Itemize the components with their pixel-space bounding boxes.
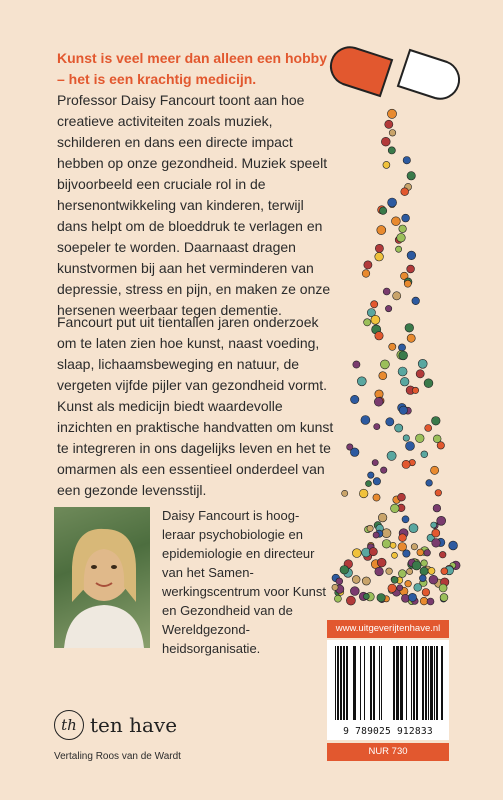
bead-15 <box>402 214 410 222</box>
author-bio: Daisy Fancourt is hoog-leraar psychobiologie en epidemiologie en directeur van het Samen-werkingscentrum voor Kunst en Gezondheid van de Wereldgezond-heidsorganisatie. <box>162 508 327 656</box>
bead-24 <box>364 261 372 269</box>
bead-116 <box>382 540 391 549</box>
bead-39 <box>405 324 414 333</box>
bead-167 <box>352 576 360 584</box>
publisher-logo-mark: th <box>54 710 84 740</box>
barcode-bar-2 <box>340 646 342 720</box>
bead-174 <box>350 587 359 596</box>
bead-63 <box>399 406 407 414</box>
author-photo <box>54 507 150 648</box>
bead-107 <box>382 529 391 538</box>
bead-98 <box>437 516 446 525</box>
description-paragraph-1: Professor Daisy Fancourt toont aan hoe creatieve activiteiten zoals muziek, schilderen en dans een directe impact hebben op onze gezondheid. Muziek speelt bijvoorbeeld een cruciale rol in de hersenontwikkeling van kinderen, terwijl dans helpt om de bloeddruk te verlagen en soepeler te worden. Daarnaast dragen kunstvormen bij aan het verminderen van depressie, stress en pijn, en maken ze onze hersenen weerbaar tegen dementie. <box>57 92 331 318</box>
capsule-icon <box>331 47 459 98</box>
bead-54 <box>357 377 366 386</box>
bead-162 <box>336 578 343 585</box>
barcode-bar-6 <box>360 646 361 720</box>
bead-166 <box>362 577 370 585</box>
bead-60 <box>351 395 359 403</box>
bead-122 <box>411 544 417 550</box>
bead-77 <box>421 451 428 458</box>
bead-9 <box>401 188 409 196</box>
bead-123 <box>439 551 446 558</box>
bead-64 <box>432 417 441 426</box>
bead-191 <box>440 594 448 602</box>
bead-128 <box>417 549 424 556</box>
barcode-bar-12 <box>393 646 395 720</box>
bead-146 <box>386 568 393 575</box>
bead-17 <box>377 226 386 235</box>
bead-91 <box>373 494 380 501</box>
bead-33 <box>371 301 378 308</box>
bead-68 <box>374 424 380 430</box>
barcode-bar-21 <box>428 646 429 720</box>
bead-stream <box>332 109 460 605</box>
publisher-name: ten have <box>90 713 178 737</box>
barcode-bar-0 <box>335 646 336 720</box>
bead-118 <box>390 542 396 548</box>
nur-code: NUR 730 <box>327 743 449 761</box>
barcode-bar-24 <box>436 646 438 720</box>
barcode-bar-20 <box>425 646 427 720</box>
bead-7 <box>407 172 415 180</box>
bead-69 <box>425 425 432 432</box>
bead-49 <box>416 370 424 378</box>
publisher-website: www.uitgeverijtenhave.nl <box>327 620 449 638</box>
bead-101 <box>431 522 437 528</box>
barcode-bar-8 <box>370 646 372 720</box>
barcode-bar-7 <box>364 646 365 720</box>
bead-73 <box>406 442 415 451</box>
barcode-bar-3 <box>343 646 345 720</box>
bead-82 <box>368 472 374 478</box>
bead-13 <box>379 207 386 214</box>
bead-45 <box>399 351 408 360</box>
bead-132 <box>392 552 398 558</box>
bead-156 <box>405 580 412 587</box>
bead-59 <box>374 397 383 406</box>
bead-57 <box>412 387 418 393</box>
bead-72 <box>403 435 409 441</box>
bead-168 <box>391 577 398 584</box>
bead-180 <box>397 585 403 591</box>
bead-97 <box>378 513 387 522</box>
bead-181 <box>388 584 396 592</box>
bead-51 <box>398 367 407 376</box>
bead-19 <box>397 233 406 242</box>
bead-26 <box>362 270 370 278</box>
bead-5 <box>403 157 410 164</box>
bead-153 <box>441 568 448 575</box>
barcode-bar-5 <box>353 646 356 720</box>
bead-121 <box>432 539 441 548</box>
bead-145 <box>407 568 413 574</box>
bead-90 <box>359 489 368 498</box>
bead-11 <box>388 198 397 207</box>
barcode-bar-18 <box>416 646 418 720</box>
bead-196 <box>427 598 434 605</box>
barcode-bar-23 <box>434 646 435 720</box>
bead-89 <box>435 490 442 497</box>
bead-37 <box>364 319 371 326</box>
bead-52 <box>400 377 409 386</box>
bead-131 <box>369 548 377 556</box>
bead-83 <box>431 466 439 474</box>
bead-22 <box>375 252 384 261</box>
publisher-logo <box>54 707 177 743</box>
bead-99 <box>402 516 409 523</box>
barcode-bar-13 <box>396 646 399 720</box>
bead-87 <box>373 478 380 485</box>
bead-154 <box>340 566 349 575</box>
bead-67 <box>395 424 403 432</box>
barcode-bars <box>327 640 449 726</box>
bead-198 <box>408 593 416 601</box>
bead-78 <box>350 448 359 457</box>
bead-85 <box>426 480 433 487</box>
bead-94 <box>433 504 441 512</box>
bead-111 <box>399 534 407 542</box>
bead-48 <box>418 359 427 368</box>
bead-105 <box>409 524 418 533</box>
bead-31 <box>393 292 401 300</box>
bead-46 <box>380 360 389 369</box>
bead-173 <box>414 584 422 592</box>
bead-141 <box>421 560 428 567</box>
bead-93 <box>398 493 406 501</box>
bead-88 <box>342 490 348 496</box>
bead-40 <box>407 334 415 342</box>
barcode-bar-4 <box>346 646 348 720</box>
bead-16 <box>399 225 407 233</box>
barcode-bar-9 <box>373 646 375 720</box>
bead-129 <box>403 550 410 557</box>
bead-143 <box>412 561 421 570</box>
bead-14 <box>392 217 401 226</box>
bead-30 <box>383 288 390 295</box>
bead-76 <box>387 451 396 460</box>
bead-71 <box>416 434 425 443</box>
bead-113 <box>373 532 379 538</box>
bead-34 <box>385 305 391 311</box>
barcode-bar-10 <box>379 646 380 720</box>
bead-20 <box>375 244 383 252</box>
bead-47 <box>353 361 360 368</box>
barcode-bar-11 <box>381 646 382 720</box>
bead-183 <box>420 597 428 605</box>
bead-53 <box>424 379 433 388</box>
bead-112 <box>432 529 440 537</box>
isbn-digits: 9 789025 912833 <box>343 726 433 737</box>
barcode-bar-15 <box>406 646 407 720</box>
bead-84 <box>381 467 387 473</box>
barcode-bar-19 <box>422 646 424 720</box>
bead-127 <box>352 549 361 558</box>
bead-197 <box>346 596 355 605</box>
bead-86 <box>366 481 372 487</box>
barcode-bar-14 <box>400 646 403 720</box>
bead-32 <box>412 297 420 305</box>
description-paragraph-2: Fancourt put uit tientallen jaren onderzoek om te laten zien hoe kunst, naast voeding, slaap, lichaamsbeweging en natuur, de vergeten vijfde pijler van gezondheid vormt. Kunst als medicijn biedt waardevolle inzichten en praktische handvatten om kunst te integreren in ons dagelijks leven en het te omarmen als een essentieel onderdeel van een gezonde levensstijl. <box>57 314 334 498</box>
bead-43 <box>398 344 405 351</box>
bead-29 <box>404 280 411 287</box>
bead-1 <box>385 120 393 128</box>
bead-2 <box>389 130 396 137</box>
bead-4 <box>388 147 395 154</box>
bead-6 <box>383 161 390 168</box>
bead-169 <box>439 584 447 592</box>
bead-114 <box>449 541 458 550</box>
bead-150 <box>375 567 384 576</box>
bead-21 <box>396 246 402 252</box>
bead-155 <box>420 567 428 575</box>
bead-0 <box>387 109 396 118</box>
bead-3 <box>381 137 390 146</box>
barcode-bar-25 <box>441 646 443 720</box>
bead-75 <box>437 442 444 449</box>
bead-149 <box>428 567 435 574</box>
bead-96 <box>391 504 400 513</box>
bead-195 <box>334 595 341 602</box>
bead-41 <box>375 332 383 340</box>
bead-23 <box>407 251 416 260</box>
barcode-bar-17 <box>413 646 415 720</box>
bead-192 <box>377 594 385 602</box>
bead-36 <box>371 315 380 324</box>
bead-50 <box>379 372 387 380</box>
barcode-bar-1 <box>337 646 339 720</box>
bead-81 <box>372 460 378 466</box>
bead-106 <box>367 525 373 531</box>
bead-65 <box>361 416 370 425</box>
barcode-bar-22 <box>430 646 433 720</box>
translator-credit: Vertaling Roos van de Wardt <box>54 751 181 762</box>
bead-126 <box>424 550 431 557</box>
bead-42 <box>389 343 396 350</box>
bead-25 <box>407 265 415 273</box>
bead-165 <box>419 575 426 582</box>
lead-text: Kunst is veel meer dan alleen een hobby – het is een krachtig medicijn. <box>57 50 327 87</box>
bead-140 <box>377 558 386 567</box>
bead-179 <box>422 589 430 597</box>
bead-186 <box>363 593 369 599</box>
bead-152 <box>398 570 406 578</box>
bead-163 <box>429 575 438 584</box>
bead-80 <box>402 460 410 468</box>
bead-66 <box>386 418 394 426</box>
bead-182 <box>332 584 338 590</box>
isbn-barcode <box>327 640 449 740</box>
barcode-bar-16 <box>411 646 412 720</box>
